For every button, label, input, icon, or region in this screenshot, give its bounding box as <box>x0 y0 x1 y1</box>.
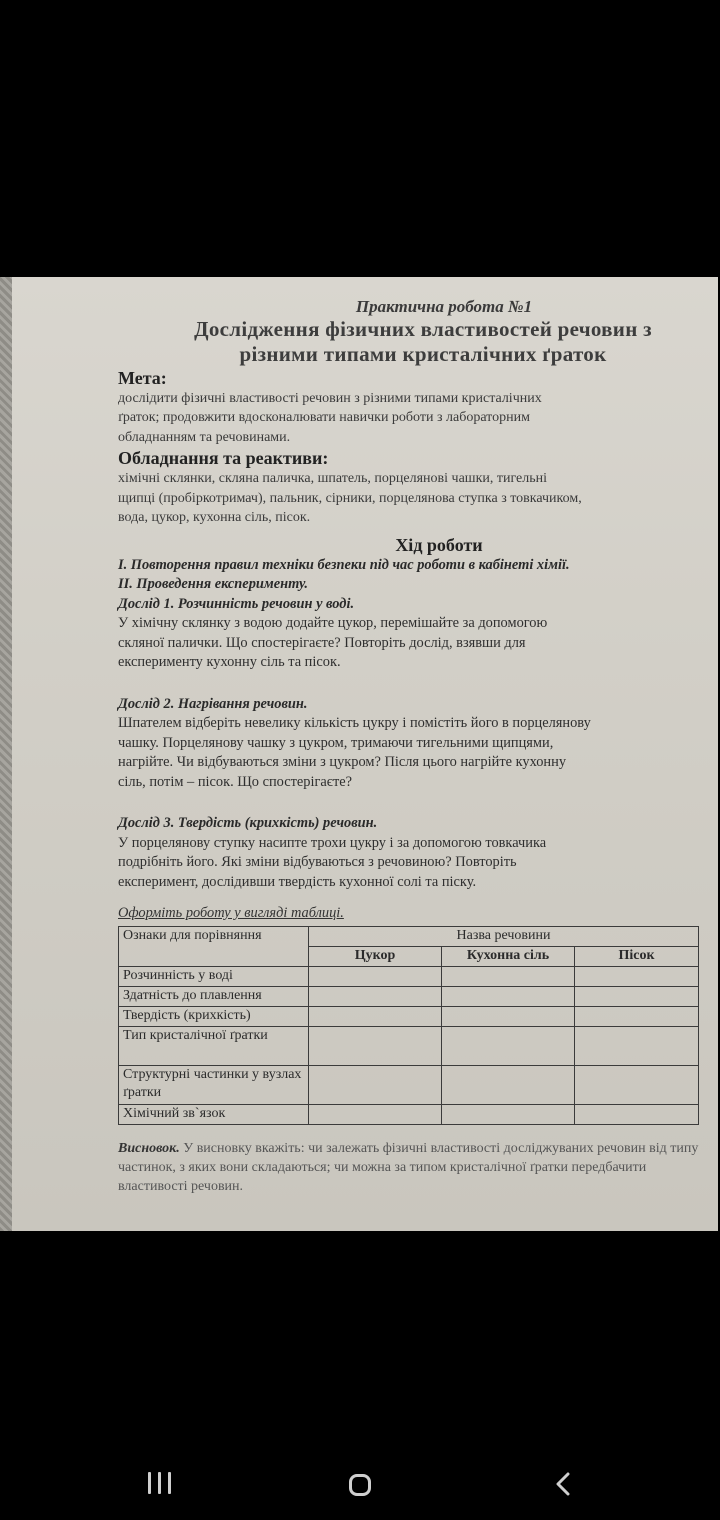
experiment-3-line: подрібніть його. Які зміни відбуваються з речовиною? Повторіть <box>118 854 517 870</box>
header-substance-name: Назва речовини <box>309 926 699 946</box>
table-cell <box>442 966 575 986</box>
row-label: Твердість (крихкість) <box>119 1006 309 1026</box>
experiment-1-line: У хімічну склянку з водою додайте цукор, перемішайте за допомогою <box>118 615 548 631</box>
pretitle: Практична робота №1 <box>355 297 533 316</box>
row-label: Здатність до плавлення <box>119 986 309 1006</box>
header-salt: Кухонна сіль <box>442 946 575 966</box>
back-icon[interactable] <box>552 1472 576 1496</box>
spacer <box>118 673 700 695</box>
paper-edge <box>0 277 12 1231</box>
table-cell <box>309 1006 442 1026</box>
table-row <box>119 1065 699 1104</box>
equipment-line: вода, цукор, кухонна сіль, пісок. <box>118 510 311 525</box>
spacer <box>118 792 700 814</box>
table-cell <box>575 1104 699 1124</box>
conclusion-text: У висновку вкажіть: чи залежать фізичні властивості досліджуваних речовин від типу частинок, з яких вони складаються; чи можна за типом кристалічної ґратки передбачити властивості речовин. <box>118 1140 699 1194</box>
experiment-1-line: експерименту кухонну сіль та пісок. <box>118 654 341 670</box>
navigation-bar <box>0 1440 720 1520</box>
recent-apps-icon[interactable] <box>148 1472 174 1494</box>
equipment-line: щипці (пробіркотримач), пальник, сірники, порцелянова ступка з товкачиком, <box>118 490 582 506</box>
table-caption: Оформіть роботу у вигляді таблиці. <box>118 905 344 921</box>
table-cell <box>442 1006 575 1026</box>
table-cell <box>309 986 442 1006</box>
experiment-2-heading: Дослід 2. Нагрівання речовин. <box>118 695 308 712</box>
row-label: Тип кристалічної ґратки <box>119 1026 309 1065</box>
row-label: Розчинність у воді <box>119 966 309 986</box>
experiment-3-heading: Дослід 3. Твердість (крихкість) речовин. <box>118 815 378 831</box>
experiment-3-line: У порцелянову ступку насипте трохи цукру і за допомогою товкачика <box>118 834 547 851</box>
header-sand: Пісок <box>575 946 699 966</box>
table-cell <box>575 1065 699 1104</box>
experiment-2-line: чашку. Порцелянову чашку з цукром, тримаючи тигельними щипцями, <box>118 734 554 751</box>
table-row <box>119 1104 699 1124</box>
table-row <box>119 1026 699 1065</box>
experiment-1-line: скляної палички. Що спостерігаєте? Повторіть дослід, взявши для <box>118 634 526 651</box>
equipment-heading: Обладнання та реактиви: <box>118 448 329 468</box>
conclusion <box>118 1139 700 1196</box>
title-line-2: різними типами кристалічних ґраток <box>239 341 607 366</box>
table-cell <box>309 966 442 986</box>
table-cell <box>575 1006 699 1026</box>
section-1: I. Повторення правил техніки безпеки під час роботи в кабінеті хімії. <box>118 556 570 573</box>
table-cell <box>309 1104 442 1124</box>
table-cell <box>309 1026 442 1065</box>
experiment-2-line: Шпателем відберіть невелику кількість цукру і помістіть його в порцелянову <box>118 715 591 731</box>
experiment-3-line: експеримент, дослідивши твердість кухонної солі та піску. <box>118 873 477 890</box>
table-row <box>119 1006 699 1026</box>
table-cell <box>442 1065 575 1104</box>
table-header-row <box>119 926 699 946</box>
procedure-heading: Хід роботи <box>395 534 483 555</box>
section-2: II. Проведення експерименту. <box>118 576 309 592</box>
table-cell <box>442 1026 575 1065</box>
worksheet-document <box>118 297 700 1196</box>
experiment-2-line: нагрійте. Чи відбуваються зміни з цукром? Після цього нагрійте кухонну <box>118 754 567 770</box>
worksheet-photo <box>0 277 718 1231</box>
table-row <box>119 986 699 1006</box>
goal-line: дослідити фізичні властивості речовин з різними типами кристалічних <box>118 390 542 406</box>
goal-line: ґраток; продовжити вдосконалювати навички роботи з лабораторним <box>118 410 530 425</box>
row-label: Хімічний зв`язок <box>119 1104 309 1124</box>
experiment-2-line: сіль, потім – пісок. Що спостерігаєте? <box>118 773 353 790</box>
home-icon[interactable] <box>349 1474 371 1496</box>
table-cell <box>442 1104 575 1124</box>
comparison-table <box>118 926 699 1125</box>
goal-line: обладнанням та речовинами. <box>118 429 291 445</box>
table-cell <box>575 986 699 1006</box>
table-row <box>119 966 699 986</box>
experiment-1-heading: Дослід 1. Розчинність речовин у воді. <box>118 595 355 612</box>
header-features: Ознаки для порівняння <box>119 926 309 966</box>
table-cell <box>442 986 575 1006</box>
row-label: Структурні частинки у вузлах ґратки <box>119 1065 309 1104</box>
table-cell <box>575 966 699 986</box>
equipment-line: хімічні склянки, скляна паличка, шпатель, порцелянові чашки, тигельні <box>118 471 547 486</box>
table-cell <box>309 1065 442 1104</box>
table-cell <box>575 1026 699 1065</box>
goal-heading: Мета: <box>118 367 167 388</box>
header-sugar: Цукор <box>309 946 442 966</box>
conclusion-label: Висновок. <box>118 1140 180 1156</box>
title-line-1: Дослідження фізичних властивостей речовин з <box>194 316 652 341</box>
